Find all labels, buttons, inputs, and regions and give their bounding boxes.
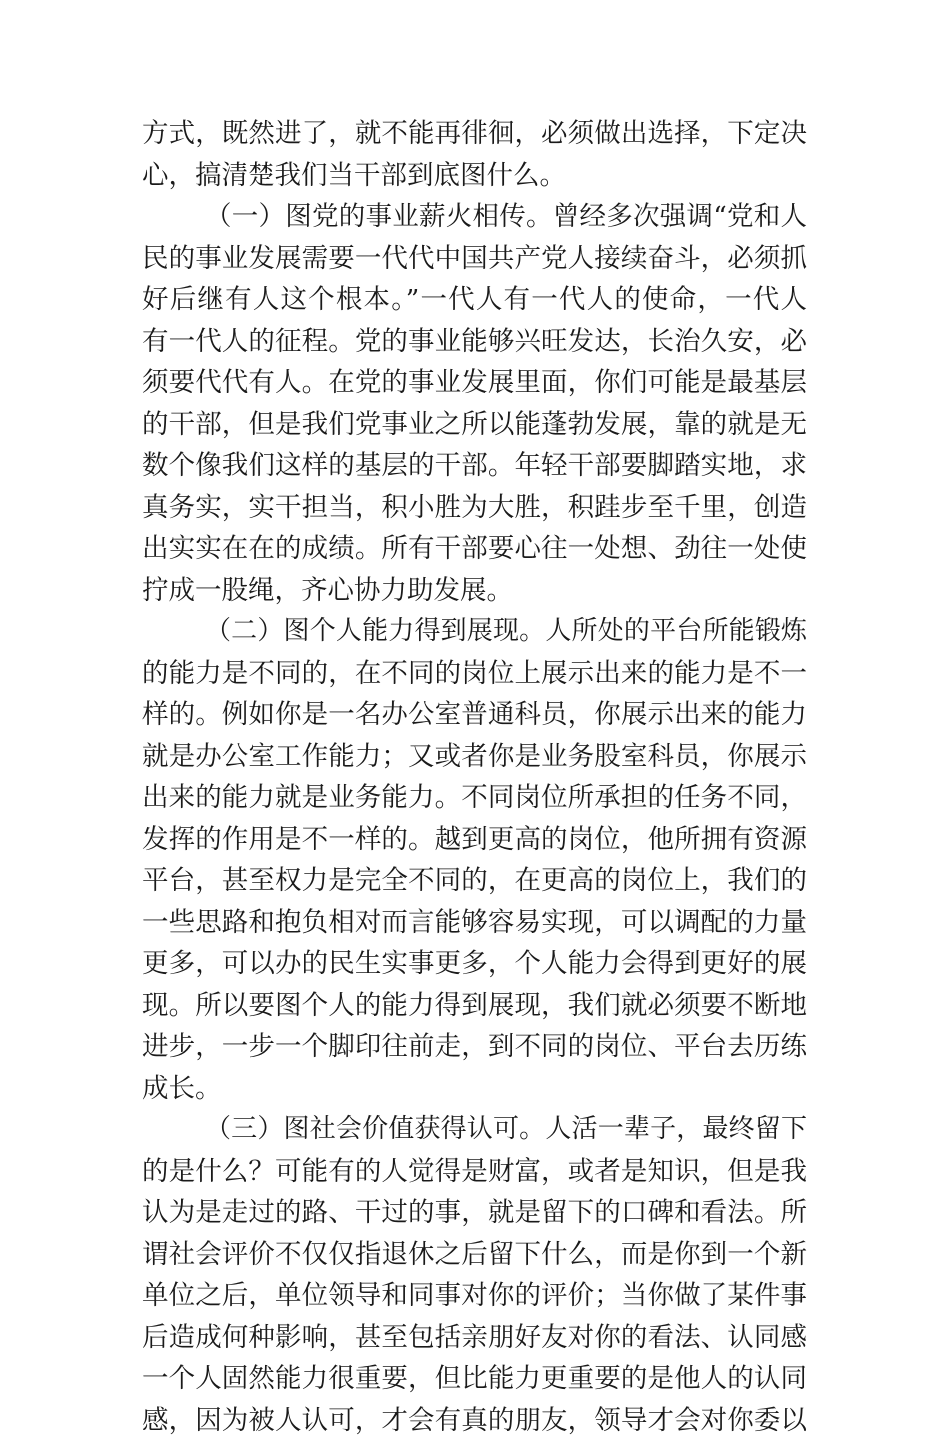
- text-line: 方式，既然进了，就不能再徘徊，必须做出选择，下定决: [142, 113, 807, 155]
- text-line: 的是什么？可能有的人觉得是财富，或者是知识，但是我: [142, 1151, 807, 1193]
- text-line: 成长。: [142, 1068, 807, 1110]
- text-line: 谓社会评价不仅仅指退休之后留下什么，而是你到一个新: [142, 1234, 807, 1276]
- text-line: 的能力是不同的，在不同的岗位上展示出来的能力是不一: [142, 653, 807, 695]
- text-line: 单位之后，单位领导和同事对你的评价；当你做了某件事: [142, 1275, 807, 1317]
- text-line: 真务实，实干担当，积小胜为大胜，积跬步至千里，创造: [142, 487, 807, 529]
- paragraph-first-line: （二）图个人能力得到展现。人所处的平台所能锻炼: [142, 611, 807, 653]
- text-line: 须要代代有人。在党的事业发展里面，你们可能是最基层: [142, 362, 807, 404]
- text-line: 就是办公室工作能力；又或者你是业务股室科员，你展示: [142, 736, 807, 778]
- text-line: 一些思路和抱负相对而言能够容易实现，可以调配的力量: [142, 902, 807, 944]
- text-line: 一个人固然能力很重要，但比能力更重要的是他人的认同: [142, 1358, 807, 1400]
- text-line: 更多，可以办的民生实事更多，个人能力会得到更好的展: [142, 943, 807, 985]
- text-line: 数个像我们这样的基层的干部。年轻干部要脚踏实地，求: [142, 445, 807, 487]
- text-line: 出实实在在的成绩。所有干部要心往一处想、劲往一处使: [142, 528, 807, 570]
- text-line: 出来的能力就是业务能力。不同岗位所承担的任务不同，: [142, 777, 807, 819]
- text-line: 拧成一股绳，齐心协力助发展。: [142, 570, 807, 612]
- text-line: 平台，甚至权力是完全不同的，在更高的岗位上，我们的: [142, 860, 807, 902]
- text-line: 有一代人的征程。党的事业能够兴旺发达，长治久安，必: [142, 321, 807, 363]
- text-line: 样的。例如你是一名办公室普通科员，你展示出来的能力: [142, 694, 807, 736]
- text-line: 进步，一步一个脚印往前走，到不同的岗位、平台去历练: [142, 1026, 807, 1068]
- text-line: 发挥的作用是不一样的。越到更高的岗位，他所拥有资源: [142, 819, 807, 861]
- text-line: 好后继有人这个根本。”一代人有一代人的使命，一代人: [142, 279, 807, 321]
- paragraph-first-line: （一）图党的事业薪火相传。曾经多次强调“党和人: [142, 196, 807, 238]
- document-body: [142, 113, 807, 1441]
- text-line: 后造成何种影响，甚至包括亲朋好友对你的看法、认同感: [142, 1317, 807, 1359]
- text-line: 的干部，但是我们党事业之所以能蓬勃发展，靠的就是无: [142, 404, 807, 446]
- text-line: 心，搞清楚我们当干部到底图什么。: [142, 155, 807, 197]
- text-line: 感，因为被人认可，才会有真的朋友，领导才会对你委以: [142, 1400, 807, 1441]
- text-line: 民的事业发展需要一代代中国共产党人接续奋斗，必须抓: [142, 238, 807, 280]
- text-line: 现。所以要图个人的能力得到展现，我们就必须要不断地: [142, 985, 807, 1027]
- text-line: 认为是走过的路、干过的事，就是留下的口碑和看法。所: [142, 1192, 807, 1234]
- paragraph-first-line: （三）图社会价值获得认可。人活一辈子，最终留下: [142, 1109, 807, 1151]
